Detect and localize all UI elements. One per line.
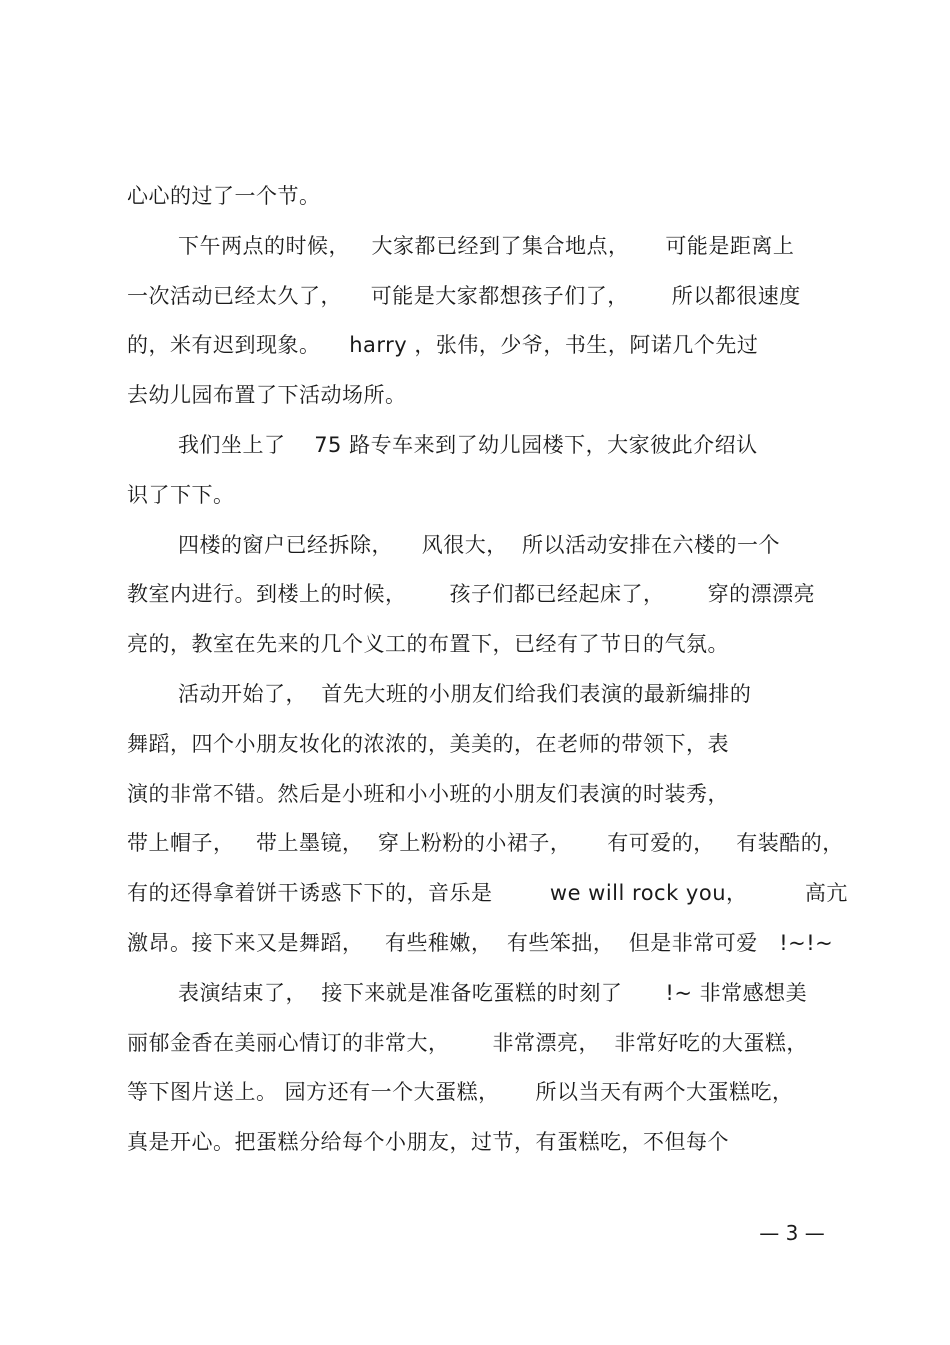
text-line: 等下图片送上。 园方还有一个大蛋糕， 所以当天有两个大蛋糕吃， [127, 1080, 794, 1105]
paragraph-start-line: 活动开始了， 首先大班的小朋友们给我们表演的最新编排的 [178, 681, 752, 706]
text-line: 的，米有迟到现象。 harry ，张伟，少爷，书生，阿诺几个先过 [127, 333, 759, 358]
text-line: 激昂。接下来又是舞蹈， 有些稚嫩， 有些笨拙， 但是非常可爱 !~!~ [127, 930, 834, 955]
text-line: 亮的，教室在先来的几个义工的布置下，已经有了节日的气氛。 [127, 632, 729, 657]
text-line: 心心的过了一个节。 [127, 184, 321, 208]
text-line: 舞蹈，四个小朋友妆化的浓浓的，美美的，在老师的带领下，表 [127, 731, 729, 756]
paragraph-start-line: 表演结束了， 接下来就是准备吃蛋糕的时刻了 !~ 非常感想美 [178, 980, 808, 1005]
text-line: 演的非常不错。然后是小班和小小班的小朋友们表演的时装秀， [127, 781, 729, 806]
text-line: 识了下下。 [127, 482, 235, 507]
text-line: 真是开心。把蛋糕分给每个小朋友，过节，有蛋糕吃，不但每个 [127, 1130, 729, 1155]
page-number: — 3 — [759, 1221, 825, 1245]
paragraph-start-line: 下午两点的时候， 大家都已经到了集合地点， 可能是距离上 [178, 233, 795, 258]
text-line: 教室内进行。到楼上的时候， 孩子们都已经起床了， 穿的漂漂亮 [127, 582, 816, 607]
text-line: 有的还得拿着饼干诱惑下下的，音乐是 we will rock you， 高亢 [127, 881, 848, 906]
paragraph-start-line: 我们坐上了 75 路专车来到了幼儿园楼下，大家彼此介绍认 [178, 432, 758, 457]
text-line: 去幼儿园布置了下活动场所。 [127, 383, 407, 408]
text-line: 带上帽子， 带上墨镜， 穿上粉粉的小裙子， 有可爱的， 有装酷的， [127, 831, 844, 856]
text-line: 一次活动已经太久了， 可能是大家都想孩子们了， 所以都很速度 [127, 283, 801, 308]
paragraph-start-line: 四楼的窗户已经拆除， 风很大， 所以活动安排在六楼的一个 [178, 532, 781, 557]
text-line: 丽郁金香在美丽心情订的非常大， 非常漂亮， 非常好吃的大蛋糕， [127, 1030, 808, 1055]
body-text [127, 172, 848, 1168]
